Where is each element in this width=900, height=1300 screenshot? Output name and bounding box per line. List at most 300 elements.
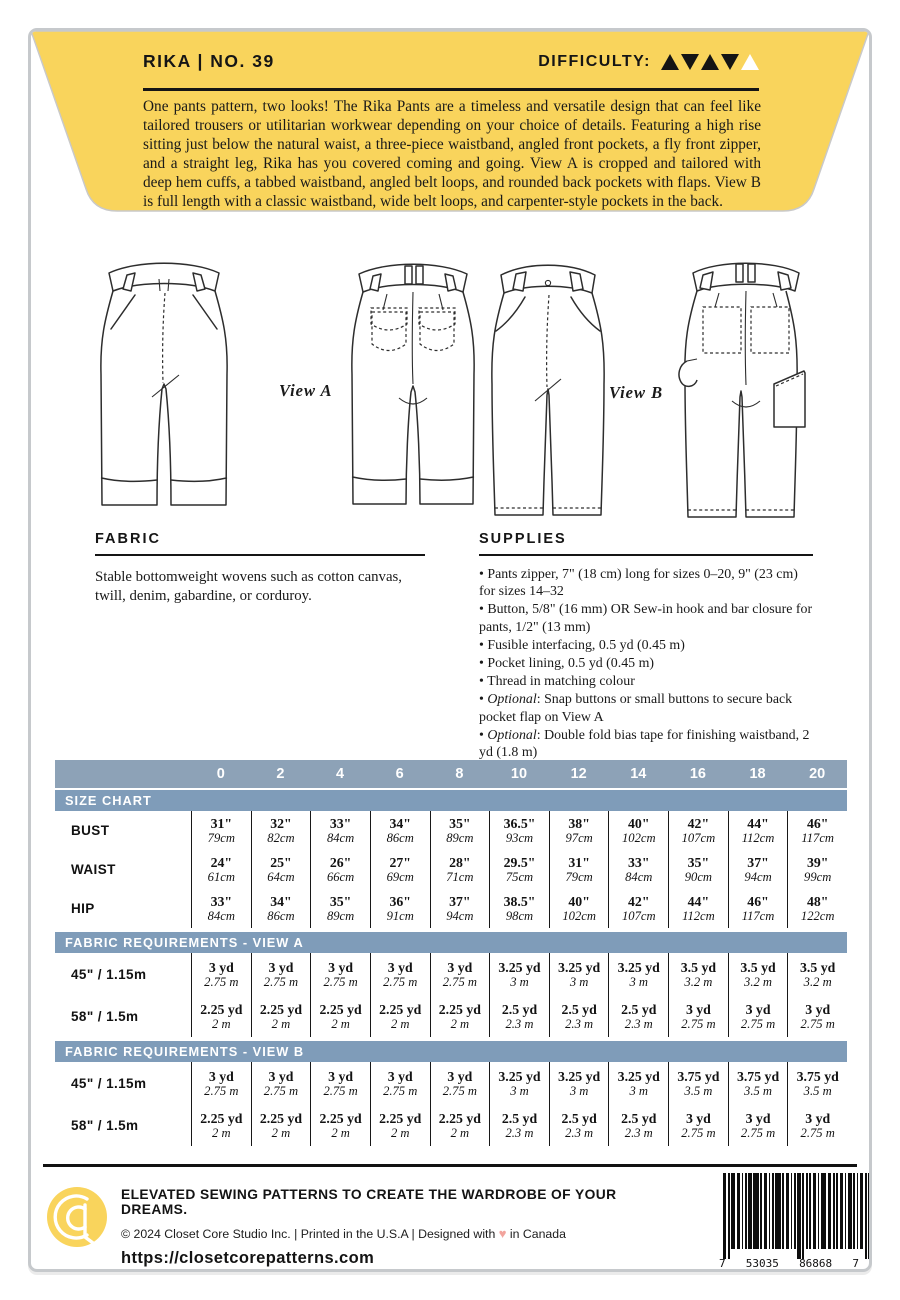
table-cell bbox=[549, 953, 609, 995]
size-header-cell: 2 bbox=[276, 766, 285, 782]
view-b-back-illustration bbox=[677, 249, 815, 527]
table-cell-metric: 2.75 m bbox=[323, 1083, 358, 1098]
table-cell-metric: 3 m bbox=[569, 1083, 589, 1098]
table-cell-metric: 107cm bbox=[621, 909, 656, 923]
yellow-header-banner bbox=[31, 31, 869, 227]
barcode-bar bbox=[821, 1173, 826, 1249]
barcode-digit-group: 53035 bbox=[745, 1257, 779, 1270]
table-cell-imperial: 3 yd bbox=[208, 959, 234, 975]
barcode-bar bbox=[868, 1173, 871, 1259]
table-cell bbox=[251, 995, 311, 1037]
table-cell-metric: 2 m bbox=[390, 1125, 410, 1140]
table-cell-imperial: 37" bbox=[449, 894, 471, 909]
supply-item: • Optional: Snap buttons or small buttons to secure back pocket flap on View A bbox=[479, 692, 793, 725]
table-cell-metric: 84cm bbox=[625, 870, 653, 884]
table-cell-imperial: 3 yd bbox=[208, 1068, 234, 1084]
supply-item: • Button, 5/8" (16 mm) OR Sew-in hook and bar closure for pants, 1/2" (13 mm) bbox=[479, 602, 813, 635]
table-cell bbox=[668, 850, 728, 889]
table-cell bbox=[430, 1104, 490, 1146]
table-cell-imperial: 2.5 yd bbox=[501, 1110, 538, 1126]
difficulty-triangle bbox=[701, 54, 719, 70]
table-cell bbox=[549, 811, 609, 850]
table-cell bbox=[251, 1062, 311, 1104]
table-cell-metric: 2.75 m bbox=[800, 1016, 835, 1031]
table-cell-metric: 2.3 m bbox=[565, 1016, 594, 1031]
table-cell bbox=[430, 889, 490, 928]
table-row bbox=[55, 850, 847, 889]
view-b-label: View B bbox=[609, 383, 664, 402]
table-cell-imperial: 48" bbox=[806, 894, 829, 909]
table-cell bbox=[787, 1062, 847, 1104]
table-cell-imperial: 3 yd bbox=[328, 1068, 354, 1084]
technical-drawings bbox=[31, 249, 869, 523]
table-cell bbox=[668, 995, 728, 1037]
table-cell-imperial: 46" bbox=[747, 894, 769, 909]
table-cell-imperial: 2.25 yd bbox=[319, 1001, 362, 1017]
barcode-bar bbox=[723, 1173, 726, 1259]
table-cell-imperial: 33" bbox=[329, 816, 352, 831]
barcode-bar bbox=[806, 1173, 808, 1249]
table-cell-metric: 2.75 m bbox=[681, 1016, 716, 1031]
table-cell-imperial: 3.25 yd bbox=[498, 1068, 541, 1084]
table-cell-imperial: 2.5 yd bbox=[561, 1110, 597, 1126]
table-cell bbox=[608, 811, 668, 850]
table-cell bbox=[549, 995, 609, 1037]
table-cell bbox=[668, 811, 728, 850]
table-cell-metric: 2 m bbox=[331, 1016, 350, 1031]
table-cell-metric: 3.2 m bbox=[803, 974, 832, 989]
table-cell-metric: 2.3 m bbox=[565, 1125, 594, 1140]
table-cell-imperial: 35" bbox=[449, 816, 471, 831]
footer-copyright: © 2024 Closet Core Studio Inc. | Printed in the U.S.A | Designed with ♥ in Canada bbox=[121, 1226, 566, 1241]
table-cell-metric: 71cm bbox=[446, 870, 474, 884]
supplies-heading: SUPPLIES bbox=[479, 531, 567, 547]
barcode-bar bbox=[760, 1173, 762, 1249]
size-header-cell: 8 bbox=[455, 766, 464, 782]
table-cell-imperial: 3.75 yd bbox=[677, 1068, 720, 1084]
barcode-bar bbox=[860, 1173, 863, 1249]
supply-item: • Optional: Double fold bias tape for finishing waistband, 2 yd (1.8 m) bbox=[479, 727, 810, 761]
view-a-back-illustration bbox=[343, 252, 483, 518]
table-cell-imperial: 44" bbox=[687, 894, 710, 909]
barcode-bar bbox=[797, 1173, 800, 1259]
table-cell bbox=[191, 889, 251, 928]
table-row bbox=[55, 995, 847, 1037]
table-cell-metric: 2.75 m bbox=[263, 974, 299, 989]
table-cell bbox=[191, 953, 251, 995]
table-cell-imperial: 3 yd bbox=[685, 1001, 711, 1017]
table-cell bbox=[370, 811, 430, 850]
size-header-cell: 20 bbox=[809, 766, 826, 782]
table-cell-imperial: 3 yd bbox=[745, 1110, 771, 1126]
closet-core-logo-icon bbox=[45, 1185, 109, 1249]
table-cell-metric: 2.3 m bbox=[624, 1016, 653, 1031]
pattern-description: One pants pattern, two looks! The Rika Pants are a timeless and versatile design that can feel like tailored trousers or utilitarian workwear depending on your choice of details. Featuring a high rise sitting just below the natural waist, a three-piece waistband, angled front pockets, a fly front zipper, and a straight leg, Rika has you covered coming and going. View A is cropped and tailored with deep hem cuffs, a tabbed waistband, angled belt loops, and rounded back pockets with flaps. View B is full length with a classic waistband, wide belt loops, and carpenter-style pockets in the back. bbox=[143, 98, 761, 210]
table-cell-imperial: 40" bbox=[628, 816, 650, 831]
fabric-divider bbox=[95, 554, 425, 556]
table-cell bbox=[728, 850, 788, 889]
table-cell bbox=[251, 850, 311, 889]
table-cell bbox=[251, 889, 311, 928]
table-cell bbox=[370, 995, 430, 1037]
table-cell-imperial: 42" bbox=[687, 816, 710, 831]
table-cell bbox=[191, 1104, 251, 1146]
table-cell-imperial: 32" bbox=[270, 816, 292, 831]
table-cell bbox=[608, 953, 668, 995]
table-cell-imperial: 3.75 yd bbox=[796, 1068, 839, 1084]
table-cell-imperial: 2.5 yd bbox=[561, 1001, 597, 1017]
table-cell bbox=[549, 889, 609, 928]
table-cell bbox=[430, 850, 490, 889]
barcode-digit-group: 7 bbox=[719, 1257, 726, 1270]
table-cell-imperial: 33" bbox=[210, 894, 233, 909]
table-cell-metric: 3.2 m bbox=[684, 974, 713, 989]
table-cell bbox=[728, 953, 788, 995]
upc-barcode bbox=[719, 1171, 859, 1271]
table-cell bbox=[489, 889, 549, 928]
barcode-bar bbox=[745, 1173, 747, 1249]
barcode-bar bbox=[775, 1173, 780, 1249]
barcode-bar bbox=[731, 1173, 734, 1249]
size-header-cell: 12 bbox=[570, 766, 587, 782]
fabric-text: Stable bottomweight wovens such as cotton canvas, twill, denim, gabardine, or corduroy. bbox=[95, 569, 402, 604]
table-cell-metric: 3.2 m bbox=[744, 974, 773, 989]
difficulty-triangle bbox=[741, 54, 759, 70]
table-cell-metric: 2.75 m bbox=[383, 974, 418, 989]
table-cell bbox=[549, 850, 609, 889]
table-cell bbox=[310, 850, 370, 889]
table-cell-imperial: 46" bbox=[806, 816, 829, 831]
table-row bbox=[55, 889, 847, 928]
table-row bbox=[55, 953, 847, 995]
table-cell-imperial: 26" bbox=[329, 855, 352, 870]
header-divider bbox=[143, 88, 759, 91]
barcode-bar bbox=[794, 1173, 796, 1249]
table-cell bbox=[430, 1062, 490, 1104]
table-cell bbox=[370, 889, 430, 928]
barcode-bars bbox=[723, 1173, 872, 1261]
table-row-label: 45" / 1.15m bbox=[71, 966, 147, 982]
barcode-bar bbox=[782, 1173, 784, 1249]
pattern-envelope-back bbox=[28, 28, 872, 1272]
view-a-front-illustration bbox=[89, 249, 239, 521]
table-cell-imperial: 3.25 yd bbox=[617, 1068, 660, 1084]
size-header-cell: 16 bbox=[689, 766, 706, 782]
footer-url: https://closetcorepatterns.com bbox=[121, 1249, 375, 1267]
table-cell-imperial: 33" bbox=[628, 855, 650, 870]
table-cell-imperial: 34" bbox=[389, 816, 411, 831]
table-cell-metric: 2.3 m bbox=[505, 1016, 534, 1031]
table-cell-imperial: 2.25 yd bbox=[259, 1001, 303, 1017]
table-cell bbox=[549, 1062, 609, 1104]
barcode-bar bbox=[764, 1173, 767, 1249]
table-cell-metric: 61cm bbox=[207, 870, 235, 884]
table-cell-metric: 2 m bbox=[271, 1016, 291, 1031]
pattern-title: RIKA | NO. 39 bbox=[143, 51, 275, 71]
barcode-bar bbox=[786, 1173, 789, 1249]
table-cell bbox=[489, 953, 549, 995]
size-header-cell: 10 bbox=[510, 766, 528, 782]
table-cell-metric: 2 m bbox=[212, 1125, 231, 1140]
barcode-bar bbox=[742, 1173, 744, 1249]
table-cell-imperial: 3.25 yd bbox=[558, 1068, 601, 1084]
difficulty-indicator bbox=[538, 53, 759, 71]
table-cell bbox=[370, 1062, 430, 1104]
table-cell bbox=[787, 953, 847, 995]
barcode-bar bbox=[853, 1173, 855, 1249]
barcode-bar bbox=[818, 1173, 820, 1249]
heart-icon: ♥ bbox=[498, 1226, 507, 1241]
supplies-section bbox=[479, 531, 813, 762]
table-cell-metric: 2.75 m bbox=[740, 1016, 776, 1031]
table-cell bbox=[191, 995, 251, 1037]
table-cell bbox=[489, 811, 549, 850]
table-cell-imperial: 36.5" bbox=[503, 816, 536, 831]
barcode-bar bbox=[848, 1173, 851, 1249]
table-cell bbox=[787, 850, 847, 889]
barcode-bar bbox=[737, 1173, 740, 1249]
barcode-bar bbox=[772, 1173, 774, 1249]
table-cell-imperial: 3.25 yd bbox=[498, 959, 541, 975]
supply-item: • Thread in matching colour bbox=[479, 674, 635, 690]
barcode-bar bbox=[809, 1173, 811, 1249]
table-cell-imperial: 37" bbox=[747, 855, 769, 870]
table-cell bbox=[608, 1104, 668, 1146]
table-cell bbox=[608, 995, 668, 1037]
difficulty-triangle bbox=[721, 54, 739, 70]
table-cell-imperial: 29.5" bbox=[503, 855, 536, 870]
table-cell-metric: 102cm bbox=[562, 909, 596, 923]
table-cell-metric: 3.5 m bbox=[803, 1083, 832, 1098]
table-cell bbox=[668, 953, 728, 995]
table-cell-metric: 3 m bbox=[629, 1083, 649, 1098]
size-header-cell: 0 bbox=[216, 766, 225, 782]
table-cell bbox=[728, 995, 788, 1037]
size-header-cell: 14 bbox=[630, 766, 647, 782]
table-cell-metric: 94cm bbox=[744, 870, 772, 884]
table-cell-metric: 3 m bbox=[510, 1083, 529, 1098]
table-row-label: HIP bbox=[71, 901, 95, 916]
table-cell bbox=[191, 1062, 251, 1104]
supply-item: • Fusible interfacing, 0.5 yd (0.45 m) bbox=[479, 637, 685, 653]
barcode-bar bbox=[748, 1173, 751, 1249]
table-row-label: 58" / 1.5m bbox=[71, 1008, 139, 1024]
table-cell-imperial: 3 yd bbox=[805, 1001, 831, 1017]
table-cell-imperial: 42" bbox=[628, 894, 650, 909]
table-cell-metric: 3 m bbox=[569, 974, 589, 989]
table-cell bbox=[370, 953, 430, 995]
table-cell-metric: 98cm bbox=[505, 909, 534, 923]
barcode-bar bbox=[813, 1173, 816, 1249]
size-header-cell: 4 bbox=[336, 766, 345, 782]
barcode-bar bbox=[769, 1173, 771, 1249]
table-cell-metric: 86cm bbox=[267, 909, 295, 923]
table-cell bbox=[370, 1104, 430, 1146]
barcode-digit-group: 86868 bbox=[799, 1257, 833, 1270]
table-cell-metric: 2.75 m bbox=[740, 1125, 776, 1140]
table-cell bbox=[787, 1104, 847, 1146]
barcode-digits bbox=[719, 1257, 859, 1270]
table-cell bbox=[310, 995, 370, 1037]
table-cell-metric: 82cm bbox=[267, 831, 295, 845]
table-cell bbox=[310, 811, 370, 850]
table-cell-metric: 75cm bbox=[505, 870, 534, 884]
table-cell bbox=[728, 1104, 788, 1146]
table-cell bbox=[608, 889, 668, 928]
table-cell bbox=[728, 1062, 788, 1104]
table-cell-metric: 2.75 m bbox=[383, 1083, 418, 1098]
table-cell-metric: 2.75 m bbox=[442, 1083, 477, 1098]
table-cell-imperial: 2.25 yd bbox=[319, 1110, 362, 1126]
table-cell-metric: 86cm bbox=[386, 831, 414, 845]
size-header-empty-cell bbox=[55, 760, 191, 788]
table-cell-imperial: 3.75 yd bbox=[736, 1068, 780, 1084]
barcode-digit-group: 7 bbox=[852, 1257, 859, 1270]
table-cell bbox=[191, 811, 251, 850]
table-cell-imperial: 35" bbox=[687, 855, 710, 870]
barcode-bar bbox=[857, 1173, 859, 1249]
table-cell-metric: 2.75 m bbox=[323, 974, 358, 989]
fabric-heading: FABRIC bbox=[95, 531, 161, 547]
table-cell-metric: 102cm bbox=[621, 831, 656, 845]
barcode-bar bbox=[753, 1173, 758, 1249]
table-cell bbox=[251, 953, 311, 995]
table-cell-imperial: 34" bbox=[270, 894, 292, 909]
size-header-cell: 18 bbox=[749, 766, 766, 782]
table-cell-metric: 122cm bbox=[800, 909, 835, 923]
difficulty-triangles-icon bbox=[661, 54, 759, 70]
fabric-section bbox=[95, 531, 425, 606]
table-cell-imperial: 39" bbox=[806, 855, 829, 870]
table-cell-metric: 2.75 m bbox=[681, 1125, 716, 1140]
table-cell-metric: 2 m bbox=[450, 1016, 470, 1031]
size-header-cell: 6 bbox=[395, 766, 404, 782]
table-cell-metric: 79cm bbox=[565, 870, 593, 884]
table-cell-metric: 2 m bbox=[390, 1016, 410, 1031]
table-cell-metric: 2.75 m bbox=[263, 1083, 299, 1098]
table-cell bbox=[489, 1104, 549, 1146]
table-cell-imperial: 36" bbox=[389, 894, 411, 909]
table-section-banner: FABRIC REQUIREMENTS - VIEW B bbox=[55, 1041, 847, 1062]
table-cell-imperial: 2.5 yd bbox=[621, 1110, 657, 1126]
table-cell-imperial: 3 yd bbox=[447, 1068, 473, 1084]
table-cell-metric: 117cm bbox=[741, 909, 775, 923]
table-cell-imperial: 40" bbox=[568, 894, 590, 909]
footer bbox=[31, 1167, 869, 1272]
table-cell-metric: 2 m bbox=[212, 1016, 231, 1031]
table-cell bbox=[608, 1062, 668, 1104]
table-cell-imperial: 2.25 yd bbox=[200, 1001, 243, 1017]
table-cell-metric: 3 m bbox=[510, 974, 529, 989]
table-cell-metric: 94cm bbox=[446, 909, 474, 923]
size-and-fabric-tables bbox=[55, 760, 847, 1146]
table-cell-metric: 84cm bbox=[207, 909, 235, 923]
barcode-bar bbox=[791, 1173, 793, 1249]
table-row-label: 58" / 1.5m bbox=[71, 1117, 139, 1133]
barcode-bar bbox=[865, 1173, 867, 1259]
table-cell bbox=[549, 1104, 609, 1146]
supply-item: • Pocket lining, 0.5 yd (0.45 m) bbox=[479, 656, 655, 672]
table-cell bbox=[310, 1062, 370, 1104]
table-cell-metric: 91cm bbox=[386, 909, 414, 923]
table-cell bbox=[489, 850, 549, 889]
table-cell-imperial: 38" bbox=[568, 816, 590, 831]
table-cell-metric: 90cm bbox=[684, 870, 713, 884]
table-cell-imperial: 3 yd bbox=[328, 959, 354, 975]
table-row-label: BUST bbox=[71, 823, 110, 838]
table-cell bbox=[251, 1104, 311, 1146]
table-cell bbox=[728, 811, 788, 850]
table-row-label: WAIST bbox=[71, 862, 116, 877]
table-cell bbox=[489, 995, 549, 1037]
table-cell-metric: 3.5 m bbox=[684, 1083, 713, 1098]
table-cell-metric: 112cm bbox=[741, 831, 775, 845]
table-cell bbox=[668, 889, 728, 928]
table-cell-metric: 84cm bbox=[326, 831, 355, 845]
table-section-banner: FABRIC REQUIREMENTS - VIEW A bbox=[55, 932, 847, 953]
table-cell-metric: 2 m bbox=[450, 1125, 470, 1140]
table-cell bbox=[310, 953, 370, 995]
table-cell bbox=[430, 953, 490, 995]
table-cell-imperial: 2.25 yd bbox=[259, 1110, 303, 1126]
table-cell-imperial: 2.25 yd bbox=[200, 1110, 243, 1126]
table-cell-metric: 79cm bbox=[207, 831, 235, 845]
table-cell bbox=[310, 1104, 370, 1146]
table-cell bbox=[787, 889, 847, 928]
table-cell-imperial: 35" bbox=[329, 894, 352, 909]
table-section-banner: SIZE CHART bbox=[55, 790, 847, 811]
table-cell-metric: 2.75 m bbox=[204, 1083, 239, 1098]
barcode-bar bbox=[840, 1173, 843, 1249]
table-cell-metric: 89cm bbox=[326, 909, 355, 923]
table-cell bbox=[787, 995, 847, 1037]
table-cell-metric: 93cm bbox=[505, 831, 534, 845]
table-cell-metric: 3.5 m bbox=[744, 1083, 773, 1098]
table-cell-imperial: 3 yd bbox=[387, 1068, 413, 1084]
table-cell bbox=[430, 995, 490, 1037]
table-cell-imperial: 3 yd bbox=[387, 959, 413, 975]
table-cell-imperial: 2.25 yd bbox=[438, 1110, 481, 1126]
table-cell-imperial: 2.25 yd bbox=[438, 1001, 481, 1017]
supplies-divider bbox=[479, 554, 813, 556]
table-cell-metric: 69cm bbox=[386, 870, 414, 884]
table-cell bbox=[430, 811, 490, 850]
barcode-bar bbox=[845, 1173, 847, 1249]
supply-item: • Pants zipper, 7" (18 cm) long for sizes 0–20, 9" (23 cm) for sizes 14–32 bbox=[479, 567, 798, 600]
footer-tagline: ELEVATED SEWING PATTERNS TO CREATE THE WARDROBE OF YOUR DREAMS. bbox=[121, 1187, 617, 1217]
table-cell-imperial: 3.5 yd bbox=[680, 959, 717, 975]
barcode-bar bbox=[828, 1173, 831, 1249]
size-header-row bbox=[55, 760, 847, 788]
table-cell bbox=[310, 889, 370, 928]
table-cell-imperial: 2.5 yd bbox=[621, 1001, 657, 1017]
table-cell-metric: 2.3 m bbox=[624, 1125, 653, 1140]
table-cell-metric: 2 m bbox=[331, 1125, 350, 1140]
barcode-bar bbox=[802, 1173, 804, 1259]
table-cell-imperial: 31" bbox=[210, 816, 233, 831]
table-cell-imperial: 3.5 yd bbox=[740, 959, 776, 975]
table-cell-imperial: 44" bbox=[747, 816, 769, 831]
table-cell-imperial: 24" bbox=[210, 855, 233, 870]
table-cell bbox=[668, 1062, 728, 1104]
table-cell-metric: 107cm bbox=[681, 831, 716, 845]
table-cell-imperial: 3 yd bbox=[268, 959, 294, 975]
view-a-label: View A bbox=[279, 381, 333, 400]
table-cell-imperial: 3.5 yd bbox=[800, 959, 836, 975]
table-cell-metric: 66cm bbox=[326, 870, 355, 884]
table-row bbox=[55, 1062, 847, 1104]
table-cell-metric: 64cm bbox=[267, 870, 295, 884]
